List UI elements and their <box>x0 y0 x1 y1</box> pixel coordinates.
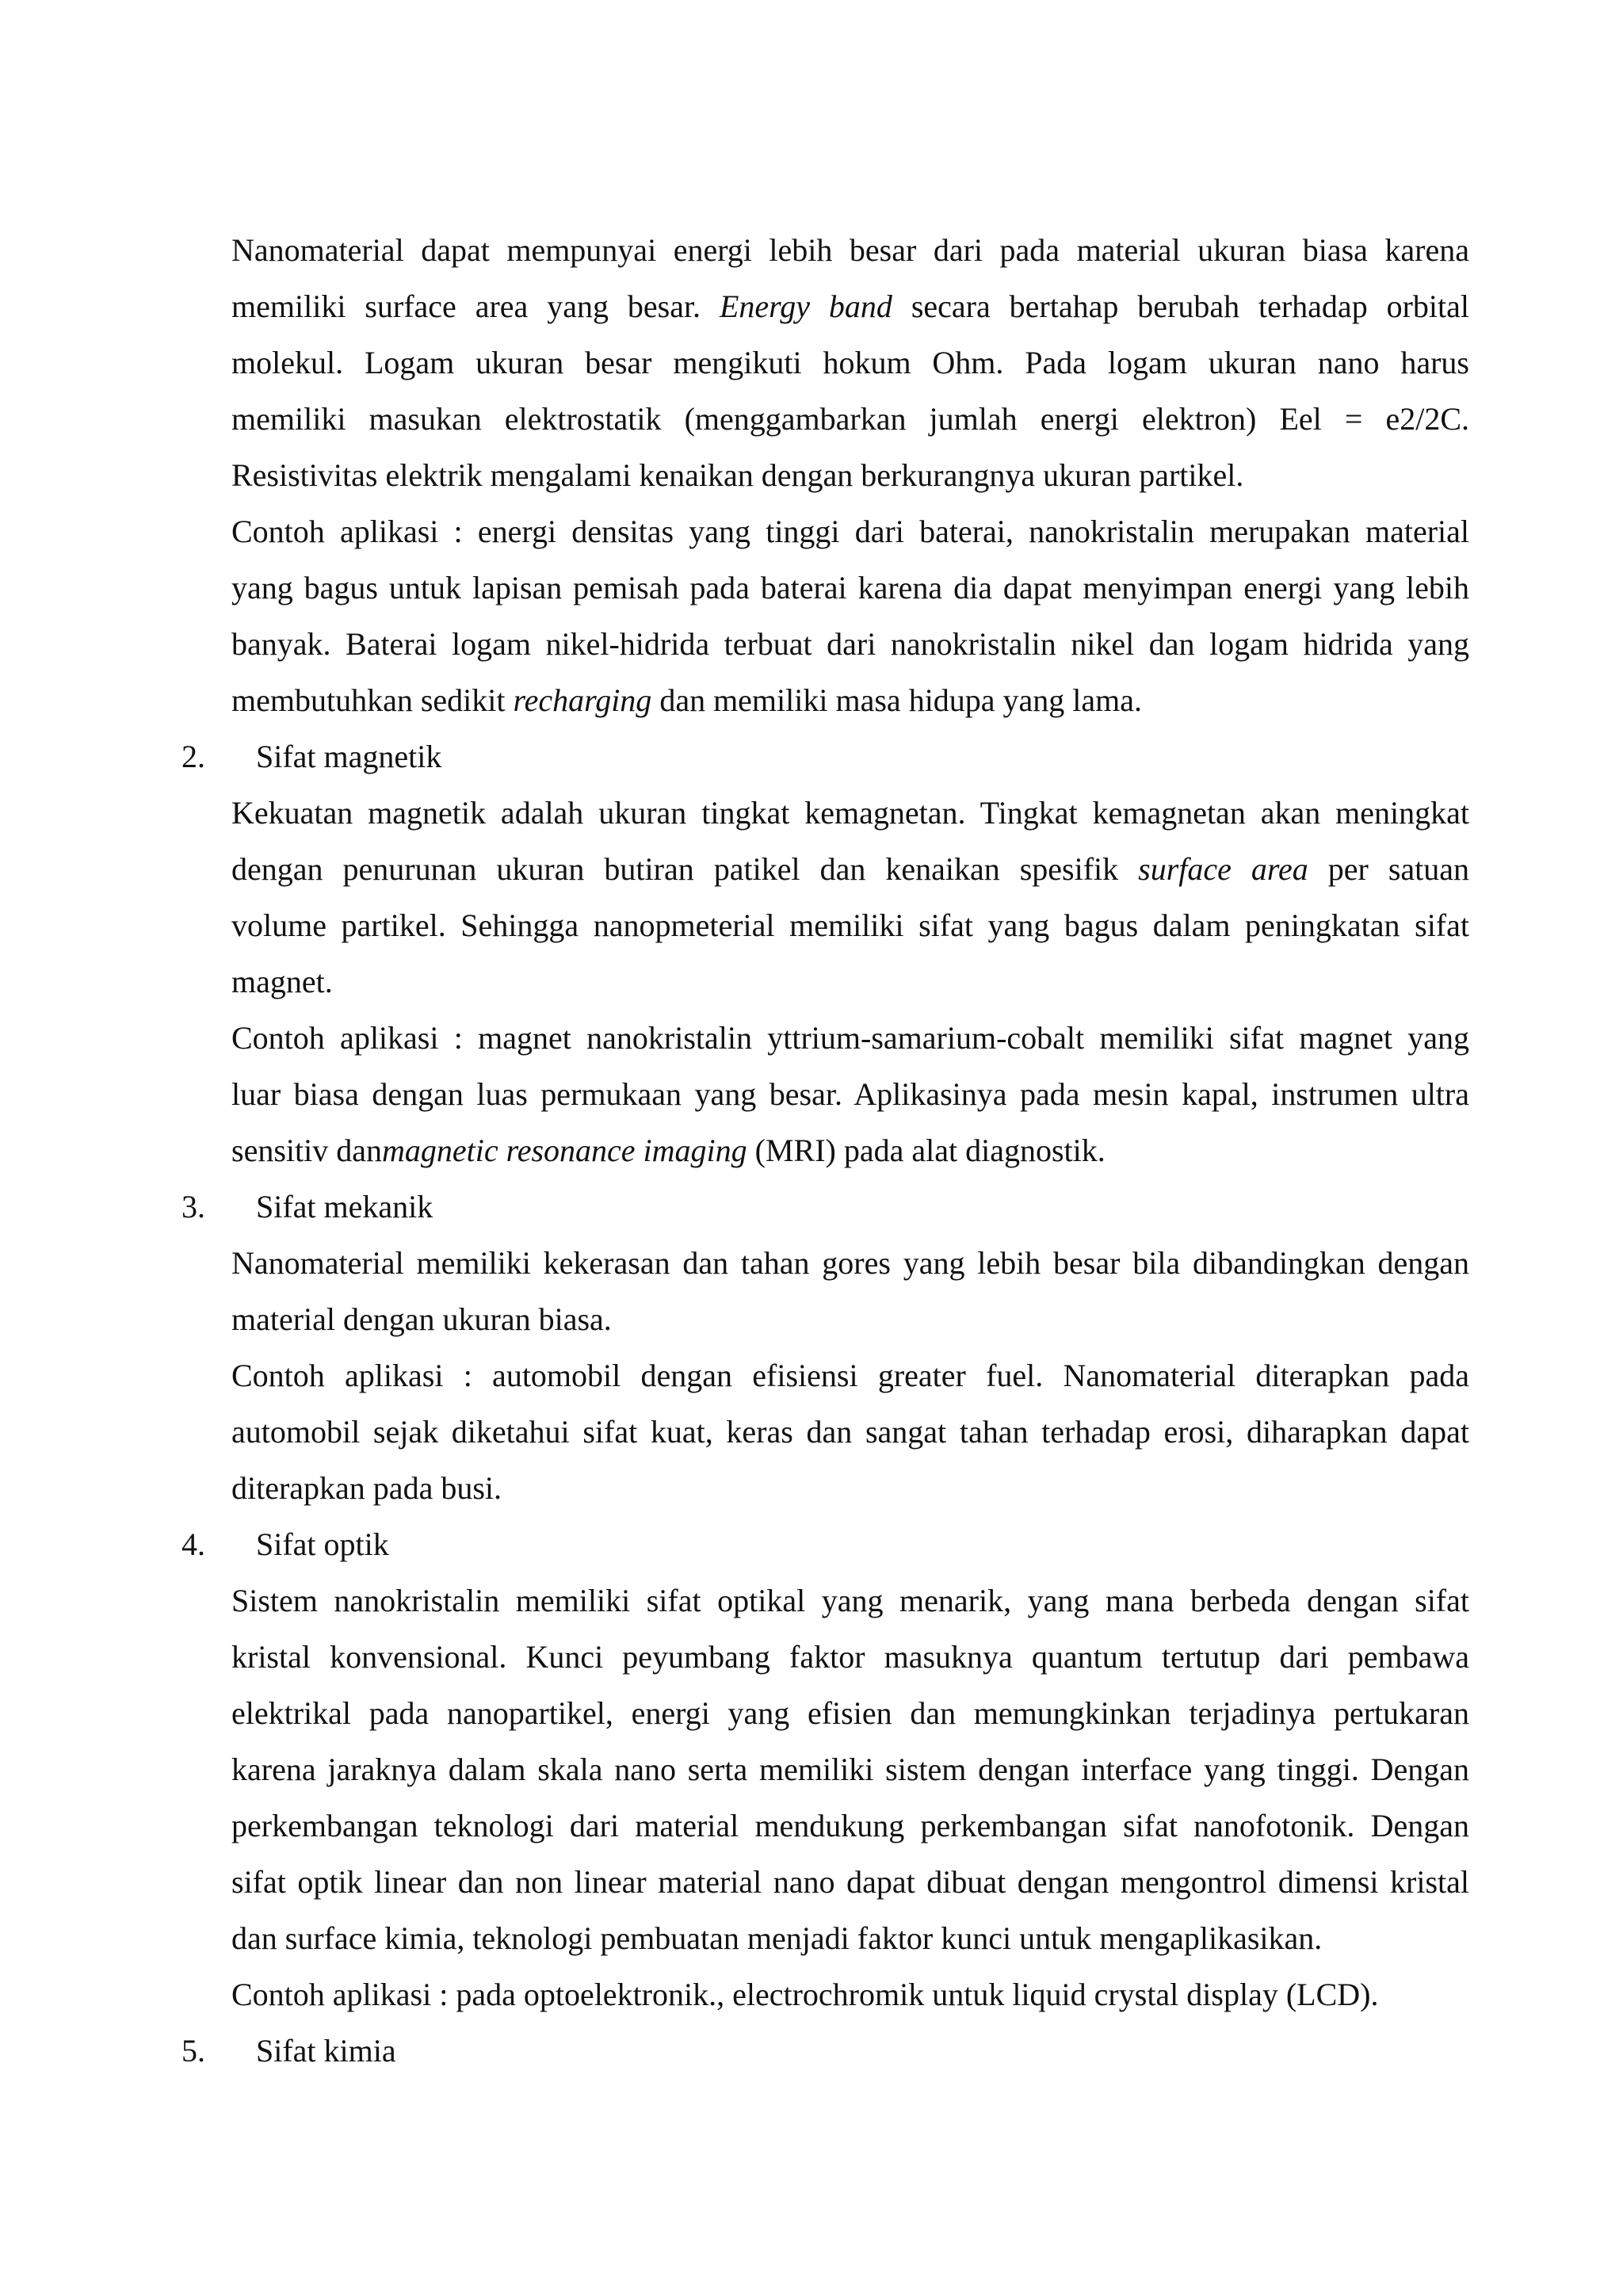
paragraph-line <box>231 564 1469 612</box>
text-run: Contoh aplikasi : energi densitas yang tinggi dari baterai, nanokristalin merupakan material <box>231 514 1469 549</box>
paragraph-line <box>231 339 1469 387</box>
paragraph-line <box>231 1352 1469 1400</box>
text-run: magnet. <box>231 964 333 999</box>
paragraph-line <box>231 846 1469 893</box>
paragraph-line <box>231 227 1469 274</box>
text-run: Kekuatan magnetik adalah ukuran tingkat kemagnetan. Tingkat kemagnetan akan meningkat <box>231 795 1469 831</box>
text-run: dan surface kimia, teknologi pembuatan menjadi faktor kunci untuk mengaplikasikan. <box>231 1920 1323 1956</box>
text-run: Contoh aplikasi : pada optoelektronik., electrochromik untuk liquid crystal display (LCD). <box>231 1977 1379 2012</box>
paragraph-line <box>231 1127 1469 1175</box>
paragraph-line <box>231 1408 1469 1456</box>
text-run: material dengan ukuran biasa. <box>231 1301 612 1337</box>
paragraph-line <box>231 1859 1469 1906</box>
text-run: automobil sejak diketahui sifat kuat, keras dan sangat tahan terhadap erosi, diharapkan dapat <box>231 1414 1469 1450</box>
paragraph-line <box>231 1014 1469 1062</box>
text-run: perkembangan teknologi dari material mendukung perkembangan sifat nanofotonik. Dengan <box>231 1808 1469 1843</box>
paragraph-line <box>231 1915 1469 1962</box>
paragraph-line <box>231 1746 1469 1794</box>
paragraph-line <box>231 1577 1469 1625</box>
text-run: karena jaraknya dalam skala nano serta memiliki sistem dengan interface yang tinggi. Dengan <box>231 1752 1469 1787</box>
paragraph-line <box>231 1633 1469 1681</box>
text-run: dengan penurunan ukuran butiran patikel dan kenaikan spesifik <box>231 851 1119 887</box>
text-run: yang bagus untuk lapisan pemisah pada baterai karena dia dapat menyimpan energi yang lebih <box>231 570 1469 606</box>
text-run: luar biasa dengan luas permukaan yang besar. Aplikasinya pada mesin kapal, instrumen ultra <box>231 1076 1469 1112</box>
paragraph-line <box>231 1690 1469 1737</box>
list-number: 2. <box>181 739 205 774</box>
text-run: volume partikel. Sehingga nanopmeterial memiliki sifat yang bagus dalam peningkatan sifat <box>231 907 1469 943</box>
italic-term: surface area <box>1138 851 1308 887</box>
text-run: Contoh aplikasi : automobil dengan efisiensi greater fuel. Nanomaterial diterapkan pada <box>231 1358 1469 1393</box>
text-run: Nanomaterial memiliki kekerasan dan tahan gores yang lebih besar bila dibandingkan dengan <box>231 1245 1469 1281</box>
paragraph-line <box>231 621 1469 668</box>
paragraph-line <box>231 508 1469 556</box>
text-run: secara bertahap berubah terhadap orbital <box>911 288 1470 324</box>
paragraph-line <box>231 1971 1469 2019</box>
paragraph-line <box>231 1465 1469 1512</box>
paragraph-line <box>231 452 1469 499</box>
text-run: diterapkan pada busi. <box>231 1470 502 1506</box>
paragraph-line <box>231 395 1469 443</box>
paragraph-line <box>231 958 1469 1006</box>
text-run: Resistivitas elektrik mengalami kenaikan dengan berkurangnya ukuran partikel. <box>231 457 1244 493</box>
text-run: molekul. Logam ukuran besar mengikuti hokum Ohm. Pada logam ukuran nano harus <box>231 345 1469 380</box>
text-run: memiliki masukan elektrostatik (menggambarkan jumlah energi elektron) Eel = e2/2C. <box>231 401 1469 437</box>
paragraph-line <box>231 902 1469 949</box>
paragraph-line <box>231 1802 1469 1850</box>
text-run: (MRI) pada alat diagnostik. <box>754 1133 1106 1168</box>
text-run: sifat optik linear dan non linear material nano dapat dibuat dengan mengontrol dimensi kristal <box>231 1864 1469 1900</box>
paragraph-line <box>231 283 1469 330</box>
paragraph-line <box>231 1296 1469 1343</box>
italic-term: magnetic resonance imaging <box>381 1133 747 1168</box>
italic-term: Energy band <box>719 288 892 324</box>
text-run: Sistem nanokristalin memiliki sifat optikal yang menarik, yang mana berbeda dengan sifat <box>231 1583 1469 1618</box>
list-number: 3. <box>181 1189 205 1224</box>
paragraph-line <box>231 1240 1469 1287</box>
text-run: Nanomaterial dapat mempunyai energi lebih besar dari pada material ukuran biasa karena <box>231 232 1469 268</box>
section-heading: Sifat optik <box>256 1526 389 1562</box>
section-heading: Sifat magnetik <box>256 739 442 774</box>
text-run: Contoh aplikasi : magnet nanokristalin yttrium-samarium-cobalt memiliki sifat magnet yang <box>231 1020 1469 1056</box>
text-run: kristal konvensional. Kunci peyumbang faktor masuknya quantum tertutup dari pembawa <box>231 1639 1469 1675</box>
list-number: 5. <box>181 2033 205 2069</box>
list-number: 4. <box>181 1526 205 1562</box>
text-run: memiliki surface area yang besar. <box>231 288 701 324</box>
section-heading: Sifat kimia <box>256 2033 396 2069</box>
text-run: banyak. Baterai logam nikel-hidrida terbuat dari nanokristalin nikel dan logam hidrida yang <box>231 626 1469 662</box>
paragraph-line <box>231 677 1469 724</box>
section-heading: Sifat mekanik <box>256 1189 433 1224</box>
paragraph-line <box>231 789 1469 837</box>
italic-term: recharging <box>513 682 652 718</box>
text-run: membutuhkan sedikit <box>231 682 506 718</box>
paragraph-line <box>231 1071 1469 1118</box>
text-run: dan memiliki masa hidupa yang lama. <box>659 682 1143 718</box>
text-run: sensitiv dan <box>231 1133 382 1168</box>
text-run: elektrikal pada nanopartikel, energi yang efisien dan memungkinkan terjadinya pertukaran <box>231 1695 1469 1731</box>
text-run: per satuan <box>1327 851 1470 887</box>
